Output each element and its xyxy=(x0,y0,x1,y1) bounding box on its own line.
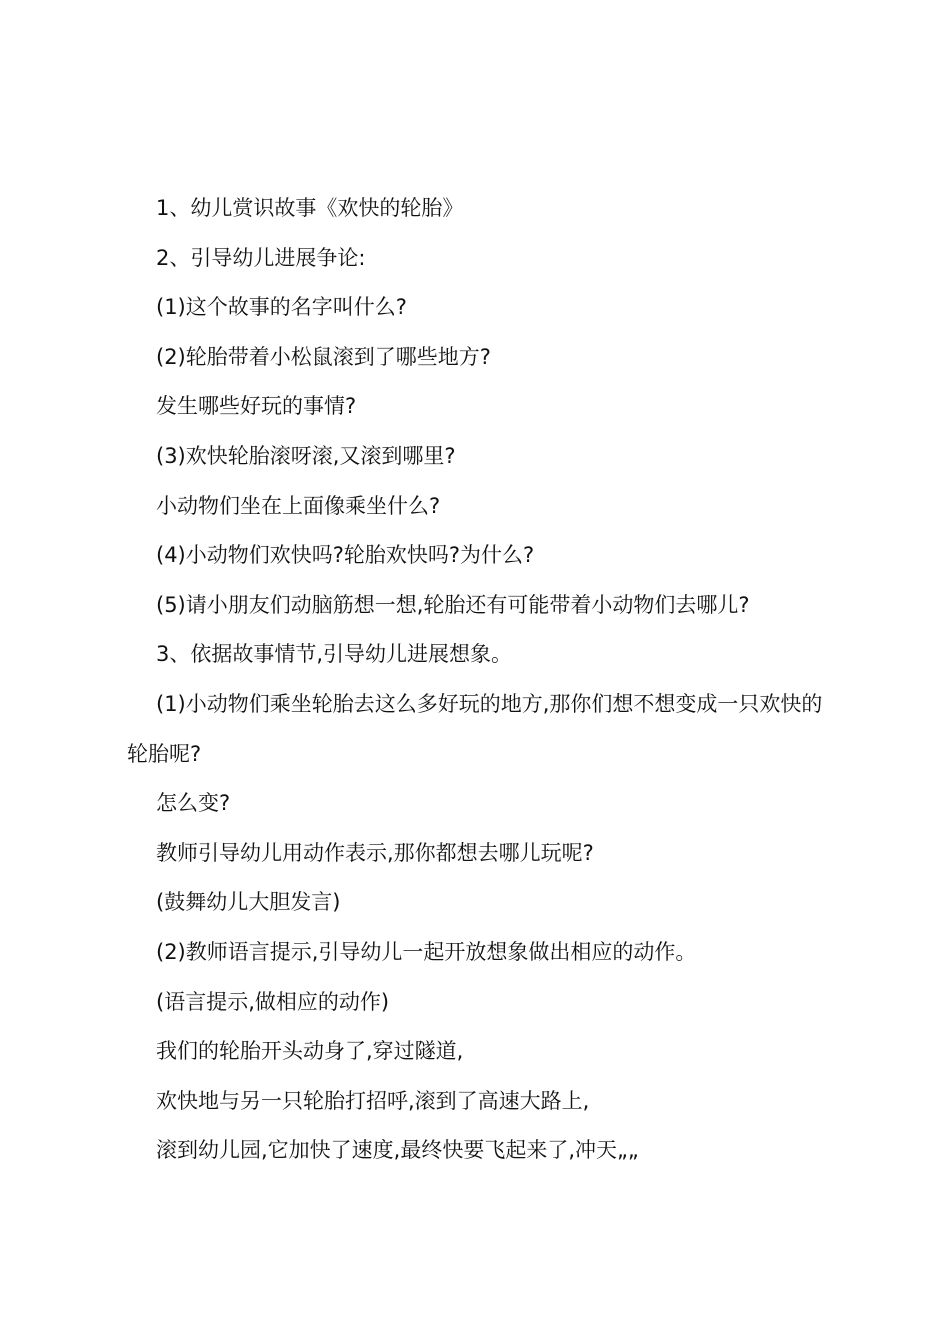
document-body xyxy=(127,184,839,1176)
text-line-2: 2、引导幼儿进展争论: xyxy=(156,245,366,270)
text-line-15: (2)教师语言提示,引导幼儿一起开放想象做出相应的动作。 xyxy=(156,939,697,964)
text-line-14: (鼓舞幼儿大胆发言) xyxy=(156,890,341,915)
text-paragraph-11: (1)小动物们乘坐轮胎去这么多好玩的地方,那你们想不想变成一只欢快的轮胎呢? xyxy=(127,691,823,766)
text-line-13: 教师引导幼儿用动作表示,那你都想去哪儿玩呢? xyxy=(156,840,594,865)
text-line-4: (2)轮胎带着小松鼠滚到了哪些地方? xyxy=(156,344,491,369)
text-line-17: 我们的轮胎开头动身了,穿过隧道, xyxy=(156,1039,464,1064)
text-line-3: (1)这个故事的名字叫什么? xyxy=(156,295,407,320)
text-line-10: 3、依据故事情节,引导幼儿进展想象。 xyxy=(156,642,513,667)
text-line-19: 滚到幼儿园,它加快了速度,最终快要飞起来了,冲天„„ xyxy=(156,1138,639,1163)
text-line-18: 欢快地与另一只轮胎打招呼,滚到了高速大路上, xyxy=(156,1088,590,1113)
text-line-7: 小动物们坐在上面像乘坐什么? xyxy=(156,493,441,518)
text-line-1: 1、幼儿赏识故事《欢快的轮胎》 xyxy=(156,196,464,220)
text-line-9: (5)请小朋友们动脑筋想一想,轮胎还有可能带着小动物们去哪儿? xyxy=(156,592,750,617)
text-line-12: 怎么变? xyxy=(156,791,231,816)
text-line-16: (语言提示,做相应的动作) xyxy=(156,989,390,1014)
text-line-5: 发生哪些好玩的事情? xyxy=(156,394,357,419)
text-line-8: (4)小动物们欢快吗?轮胎欢快吗?为什么? xyxy=(156,543,535,568)
text-line-6: (3)欢快轮胎滚呀滚,又滚到哪里? xyxy=(156,443,456,468)
